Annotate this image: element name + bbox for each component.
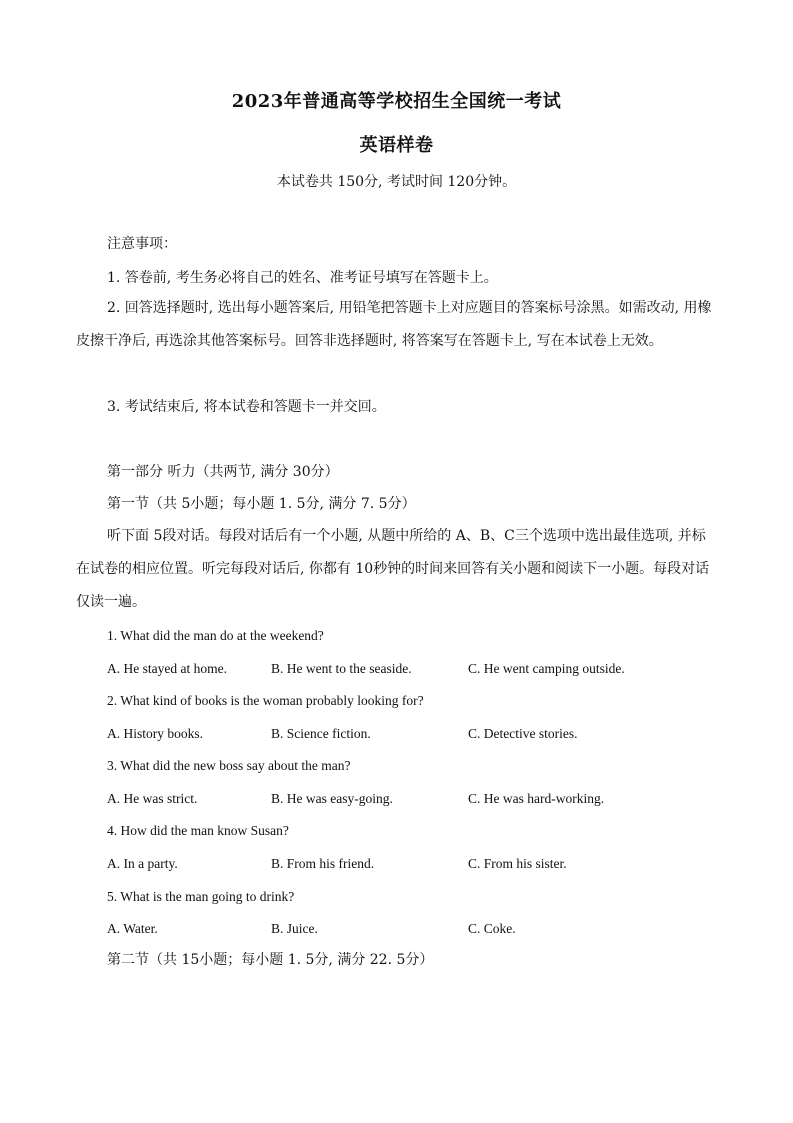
question-4: 4. How did the man know Susan? [107,823,289,838]
section2-heading: 第二节（共 15小题；每小题 1. 5分, 满分 22. 5分） [107,952,434,968]
question-5: 5. What is the man going to drink? [107,889,295,904]
q3-option-c: C. He was hard-working. [468,791,605,806]
q3-option-b: B. He was easy-going. [271,791,393,806]
question-2: 2. What kind of books is the woman probably looking for? [107,693,424,708]
q4-option-c: C. From his sister. [468,856,567,871]
q4-option-b: B. From his friend. [271,856,375,871]
q2-option-a: A. History books. [107,726,204,741]
notice-item-1: 1. 答卷前, 考生务必将自己的姓名、准考证号填写在答题卡上。 [107,270,498,286]
part1-heading: 第一部分 听力（共两节, 满分 30分） [107,464,339,480]
section1-heading: 第一节（共 5小题；每小题 1. 5分, 满分 7. 5分） [107,496,416,512]
q1-option-a: A. He stayed at home. [107,661,227,676]
q3-option-a: A. He was strict. [107,791,198,806]
notice-item-3: 3. 考试结束后, 将本试卷和答题卡一并交回。 [107,399,386,415]
q5-option-b: B. Juice. [271,921,318,936]
q1-option-b: B. He went to the seaside. [271,661,412,676]
question-1: 1. What did the man do at the weekend? [107,628,324,643]
exam-subtitle: 英语样卷 [359,135,434,156]
section1-instructions: 听下面 5段对话。每段对话后有一个小题, 从题中所给的 A、B、C三个选项中选出最佳选项, 并标在试卷的相应位置。听完每段对话后, 你都有 10秒钟的时间来回答有关小题和阅读下一小题。每段对话仅读一遍。 [76,528,710,610]
q5-option-c: C. Coke. [468,921,516,936]
q2-option-b: B. Science fiction. [271,726,371,741]
exam-title: 2023年普通高等学校招生全国统一考试 [231,91,562,112]
exam-duration-note: 本试卷共 150分, 考试时间 120分钟。 [276,174,517,190]
q1-option-c: C. He went camping outside. [468,661,625,676]
q4-option-a: A. In a party. [107,856,178,871]
q2-option-c: C. Detective stories. [468,726,578,741]
notice-item-2: 2. 回答选择题时, 选出每小题答案后, 用铅笔把答题卡上对应题目的答案标号涂黑。如需改动, 用橡皮擦干净后, 再选涂其他答案标号。回答非选择题时, 将答案写在答题卡上, 写在本试卷上无效。 [76,300,712,349]
question-3: 3. What did the new boss say about the man? [107,758,351,773]
q5-option-a: A. Water. [107,921,158,936]
notice-heading: 注意事项： [107,236,177,252]
